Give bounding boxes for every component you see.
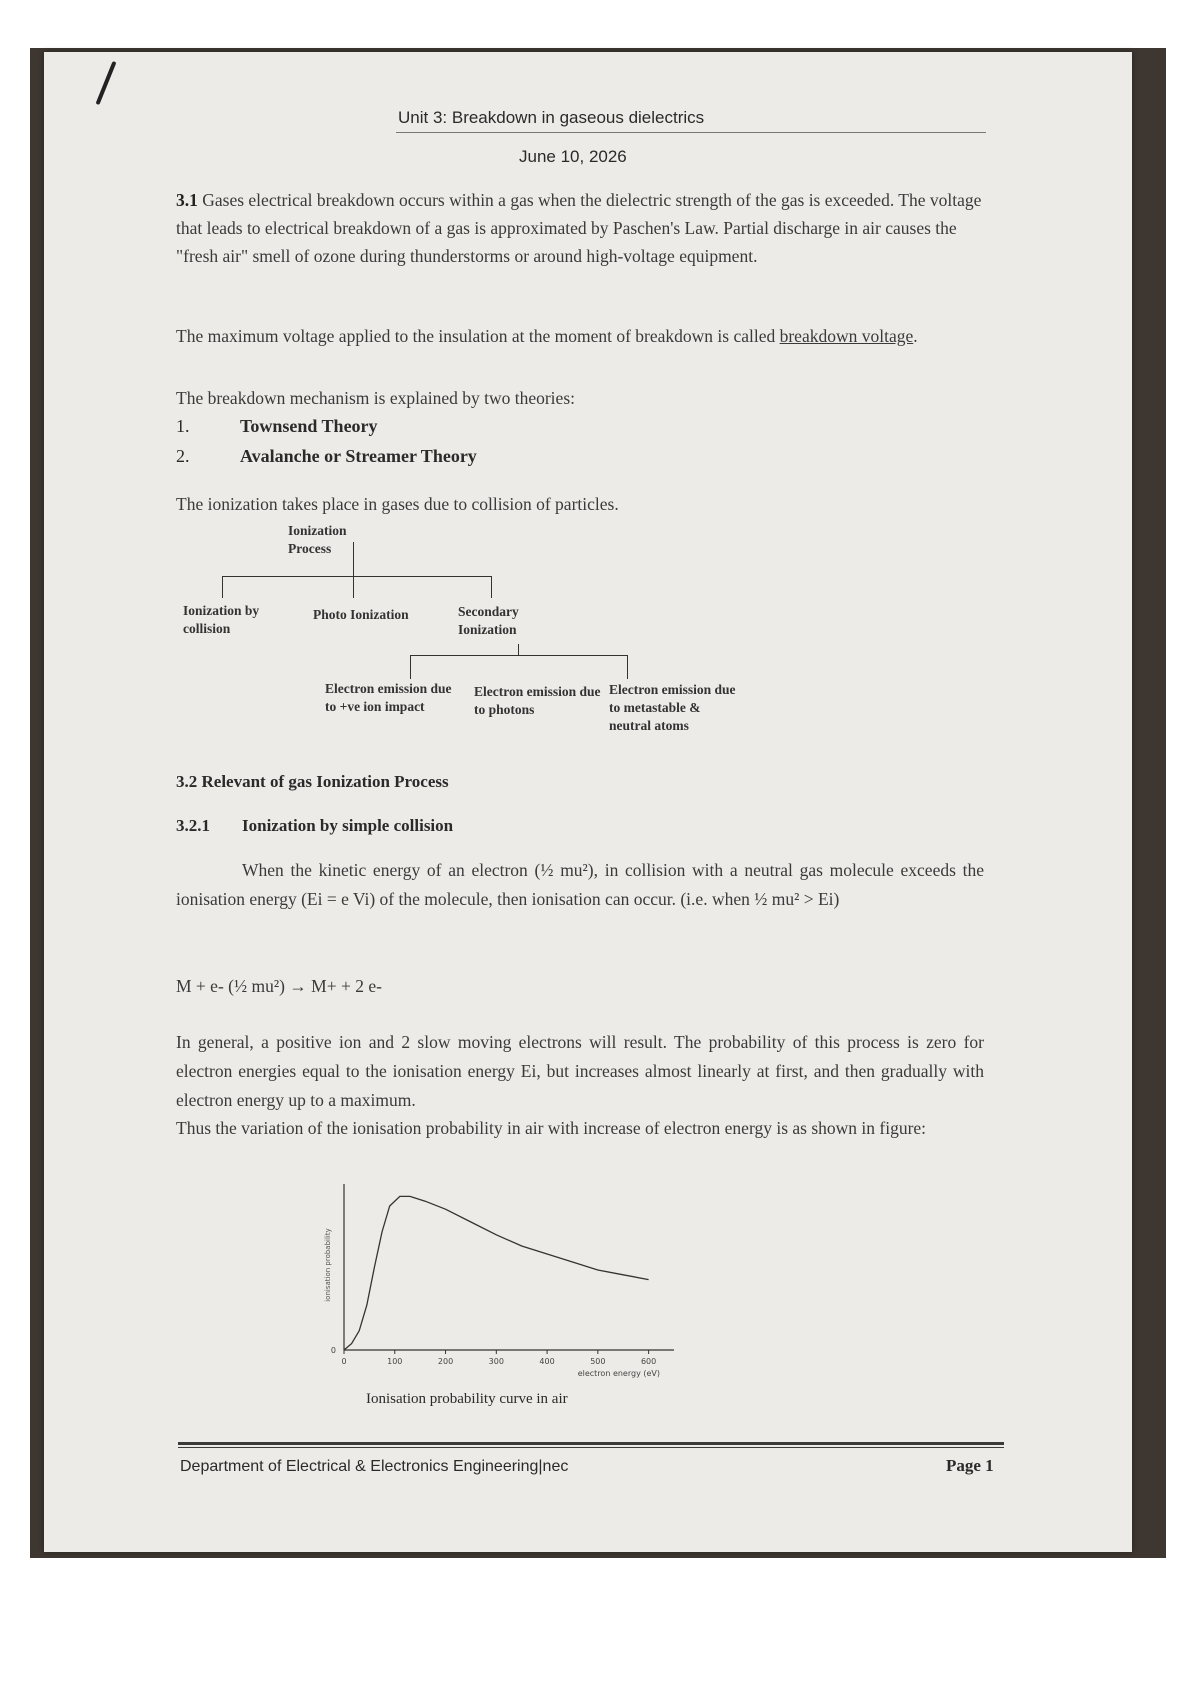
tree-node-secondary: Secondary Ionization bbox=[458, 604, 519, 637]
footer-department: Department of Electrical & Electronics Engineering|nec bbox=[180, 1458, 569, 1475]
tree-connector bbox=[410, 655, 411, 679]
series-line bbox=[344, 1196, 649, 1350]
x-tick-label: 300 bbox=[488, 1357, 504, 1366]
tree-connector bbox=[222, 576, 223, 598]
tree-connector bbox=[627, 655, 628, 679]
page-header-date: June 10, 2026 bbox=[519, 147, 627, 166]
footer-rule bbox=[178, 1442, 1004, 1445]
intro-paragraph bbox=[176, 186, 984, 270]
list-number: 1. bbox=[176, 416, 190, 436]
y-tick-label: 0 bbox=[330, 1346, 336, 1355]
list-label: Avalanche or Streamer Theory bbox=[240, 446, 477, 466]
x-tick-label: 400 bbox=[539, 1357, 555, 1366]
tree-node-collision: Ionization by collision bbox=[183, 603, 260, 636]
ionization-equation: M + e- (½ mu²) → M+ + 2 e- bbox=[176, 976, 382, 996]
list-item bbox=[176, 446, 477, 467]
section-number: 3.2.1 bbox=[176, 816, 210, 835]
tree-connector bbox=[222, 576, 492, 577]
x-tick-label: 200 bbox=[437, 1357, 454, 1366]
page-header-title: Unit 3: Breakdown in gaseous dielectrics bbox=[398, 108, 705, 127]
breakdown-text: The maximum voltage applied to the insulation at the moment of breakdown is called bbox=[176, 326, 776, 346]
section-3-2-1-heading bbox=[176, 816, 453, 836]
footer-page-number: Page 1 bbox=[946, 1456, 994, 1475]
chart-series bbox=[344, 1196, 649, 1350]
tree-node-metastable: Electron emission due to metastable & neutral atoms bbox=[609, 682, 736, 733]
tree-node-photons: Electron emission due to photons bbox=[474, 684, 601, 717]
tree-connector bbox=[353, 576, 354, 598]
tree-node-ion-impact: Electron emission due to +ve ion impact bbox=[325, 681, 452, 714]
list-label: Townsend Theory bbox=[240, 416, 378, 436]
ionisation-probability-chart bbox=[320, 1180, 690, 1380]
ionization-intro: The ionization takes place in gases due to collision of particles. bbox=[176, 494, 619, 514]
chart-ticks bbox=[331, 1346, 656, 1366]
probability-paragraph: In general, a positive ion and 2 slow moving electrons will result. The probability of this process is zero for electron energies equal to the ionisation energy Ei, but increases almost linearly at first, and then gradually with electron energy up to a maximum. bbox=[176, 1032, 984, 1110]
section-number: 3.1 bbox=[176, 190, 198, 210]
mechanism-intro: The breakdown mechanism is explained by two theories: bbox=[176, 388, 575, 408]
x-tick-label: 500 bbox=[590, 1357, 606, 1366]
header-rule bbox=[396, 132, 986, 133]
tree-connector bbox=[410, 655, 628, 656]
tree-connector bbox=[353, 542, 354, 576]
tree-root-label: Ionization Process bbox=[288, 523, 347, 556]
list-item bbox=[176, 416, 378, 437]
chart-caption: Ionisation probability curve in air bbox=[366, 1391, 568, 1407]
breakdown-term: breakdown voltage bbox=[779, 326, 914, 346]
section-title: Ionization by simple collision bbox=[242, 816, 454, 835]
intro-text: Gases electrical breakdown occurs within a gas when the dielectric strength of the gas is exceeded. The voltage that leads to electrical breakdown of a gas is approximated by Paschen's Law. Partial discharge in air causes the "fresh air" smell of ozone during thunderstorms or around high-voltage equipment. bbox=[176, 190, 982, 266]
section-3-2-heading: 3.2 Relevant of gas Ionization Process bbox=[176, 772, 449, 791]
x-tick-label: 600 bbox=[640, 1357, 657, 1366]
collision-paragraph: When the kinetic energy of an electron (½ mu²), in collision with a neutral gas molecule exceeds the ionisation energy (Ei = e Vi) of the molecule, then ionisation can occur. (i.e. when ½ mu² > Ei) bbox=[176, 860, 984, 909]
tree-connector bbox=[518, 644, 519, 656]
tree-connector bbox=[491, 576, 492, 598]
figure-intro-paragraph: Thus the variation of the ionisation probability in air with increase of electron energy is as shown in figure: bbox=[176, 1118, 927, 1138]
breakdown-paragraph bbox=[176, 322, 984, 350]
chart-axes bbox=[344, 1184, 674, 1350]
x-axis-label: electron energy (eV) bbox=[577, 1369, 660, 1378]
list-number: 2. bbox=[176, 446, 190, 466]
x-tick-label: 0 bbox=[341, 1357, 347, 1366]
breakdown-period: . bbox=[913, 326, 918, 346]
x-tick-label: 100 bbox=[387, 1357, 403, 1366]
tree-node-photo: Photo Ionization bbox=[313, 607, 409, 622]
y-axis-label: ionisation probability bbox=[324, 1228, 332, 1302]
footer-rule bbox=[178, 1447, 1004, 1448]
